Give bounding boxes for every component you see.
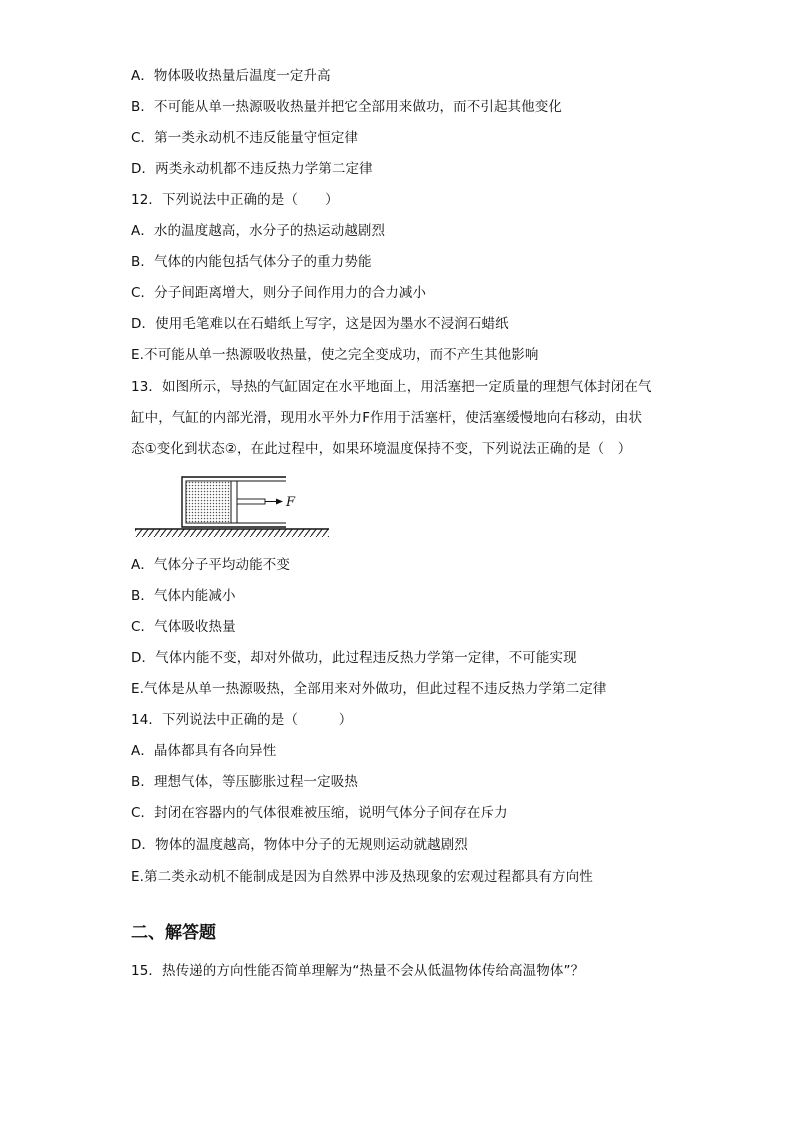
q13-option-e: E.气体是从单一热源吸热，全部用来对外做功，但此过程不违反热力学第二定律 (131, 681, 607, 697)
q12-option-d: D．使用毛笔难以在石蜡纸上写字，这是因为墨水不浸润石蜡纸 (131, 316, 509, 332)
q14-option-a: A．晶体都具有各向异性 (131, 743, 277, 759)
q12-option-b: B．气体的内能包括气体分子的重力势能 (131, 254, 372, 270)
ground-hatching (135, 529, 329, 537)
piston (231, 481, 237, 523)
q14-option-e: E.第二类永动机不能制成是因为自然界中涉及热现象的宏观过程都具有方向性 (131, 869, 593, 885)
q12-option-e: E.不可能从单一热源吸收热量，使之完全变成功，而不产生其他影响 (131, 347, 539, 363)
q13-option-b: B．气体内能减小 (131, 588, 236, 604)
q13-stem-line3: 态①变化到状态②，在此过程中，如果环境温度保持不变，下列说法正确的是（ ） (131, 441, 632, 457)
q11-option-c: C．第一类永动机不违反能量守恒定律 (131, 130, 359, 146)
q14-option-b: B．理想气体，等压膨胀过程一定吸热 (131, 774, 358, 790)
force-label: F (286, 495, 296, 510)
q11-option-a: A．物体吸收热量后温度一定升高 (131, 68, 331, 84)
q15-stem: 15．热传递的方向性能否简单理解为“热量不会从低温物体传给高温物体”？ (131, 963, 585, 979)
q14-option-d: D．物体的温度越高，物体中分子的无规则运动就越剧烈 (131, 837, 468, 853)
q12-option-c: C．分子间距离增大，则分子间作用力的合力减小 (131, 285, 427, 301)
q14-stem: 14．下列说法中正确的是（ ） (131, 712, 353, 728)
piston-rod (237, 499, 265, 504)
q13-option-d: D．气体内能不变，却对外做功，此过程违反热力学第一定律，不可能实现 (131, 650, 577, 666)
q12-option-a: A．水的温度越高，水分子的热运动越剧烈 (131, 223, 386, 239)
q11-option-b: B．不可能从单一热源吸收热量并把它全部用来做功，而不引起其他变化 (131, 99, 562, 115)
force-arrow-head (276, 499, 283, 505)
q14-option-c: C．封闭在容器内的气体很难被压缩，说明气体分子间存在斥力 (131, 805, 508, 821)
q11-option-d: D．两类永动机都不违反热力学第二定律 (131, 161, 373, 177)
cylinder-piston-figure (131, 472, 331, 542)
q13-stem-line1: 13．如图所示，导热的气缸固定在水平地面上，用活塞把一定质量的理想气体封闭在气 (131, 379, 652, 395)
q12-stem: 12．下列说法中正确的是（ ） (131, 192, 339, 208)
q13-option-a: A．气体分子平均动能不变 (131, 557, 290, 573)
q13-stem-line2: 缸中，气缸的内部光滑，现用水平外力F作用于活塞杆，使活塞缓慢地向右移动，由状 (131, 410, 643, 426)
q13-option-c: C．气体吸收热量 (131, 619, 236, 635)
gas-region (186, 481, 231, 523)
section-heading: 二、解答题 (131, 923, 216, 943)
